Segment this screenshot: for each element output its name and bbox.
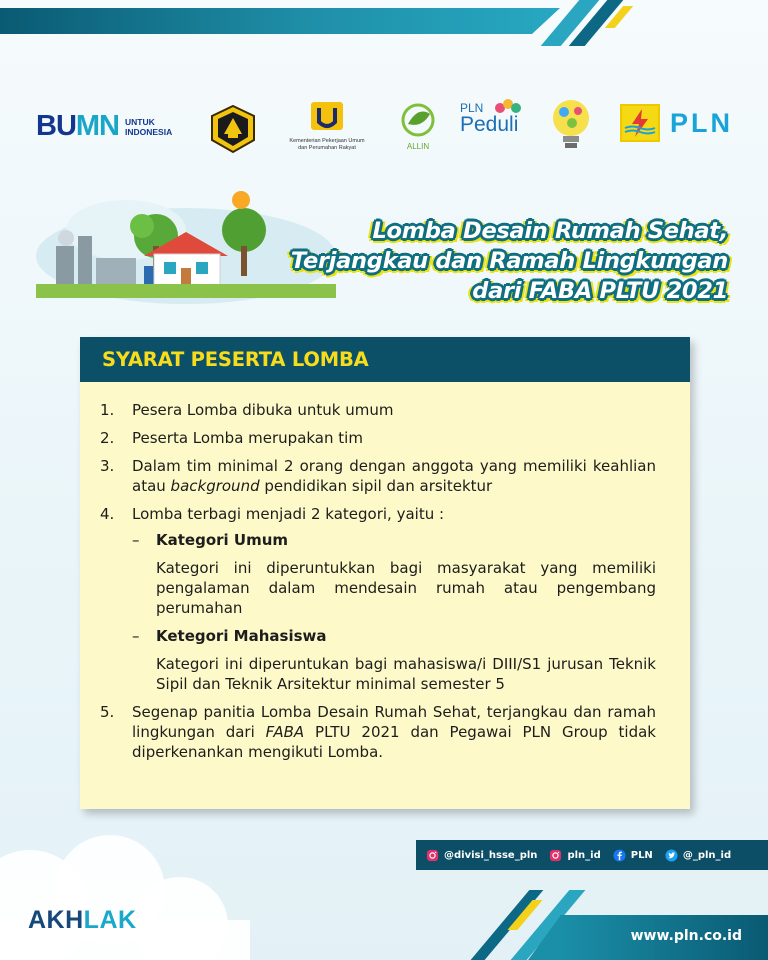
top-decorative-band — [0, 8, 560, 34]
instagram-icon — [549, 849, 562, 862]
esdm-emblem-logo — [208, 104, 258, 158]
bumn-logo-subtitle: UNTUK INDONESIA — [125, 116, 173, 137]
category-general-description: Kategori ini diperuntukkan bagi masyarakat yang memiliki pengalaman dalam mendesain rumah atau pengembang perumahan — [156, 559, 656, 617]
pln-lightning-icon — [620, 104, 660, 142]
category-general-title: Kategori Umum — [156, 531, 289, 549]
hero-title-line-3: dari FABA PLTU 2021 — [472, 278, 728, 304]
requirement-item-3: 3. Dalam tim minimal 2 orang dengan anggota yang memiliki keahlian atau background pendidikan sipil dan arsitektur — [100, 457, 656, 495]
requirements-list — [80, 382, 690, 762]
requirement-item-1: 1. Pesera Lomba dibuka untuk umum — [100, 401, 394, 419]
instagram-icon — [426, 849, 439, 862]
allin-logo-label: ALLIN — [406, 142, 430, 151]
pupr-ministry-logo: Kementerian Pekerjaan Umum dan Perumahan Rakyat — [280, 100, 374, 152]
allin-logo — [396, 102, 440, 151]
pln-logo-text: PLN — [670, 107, 733, 138]
twitter-icon — [665, 849, 678, 862]
bumn-logo: BUMN UNTUK INDONESIA — [36, 110, 173, 142]
requirement-item-2: 2. Peserta Lomba merupakan tim — [100, 429, 363, 447]
pln-peduli-logo: PLN Peduli — [460, 102, 530, 136]
akhlak-logo: AKHLAK — [28, 906, 137, 934]
card-title: SYARAT PESERTA LOMBA — [102, 348, 369, 371]
requirement-item-5: 5. Segenap panitia Lomba Desain Rumah Sehat, terjangkau dan ramah lingkungan dari FABA PLTU 2021 dan Pegawai PLN Group tidak diperkenankan mengikuti Lomba. — [100, 703, 656, 761]
lightbulb-icon — [548, 96, 594, 160]
social-item-instagram-pln[interactable]: pln_id — [549, 849, 600, 862]
partner-logos-row — [30, 98, 740, 162]
requirement-item-4: 4. Lomba terbagi menjadi 2 kategori, yaitu : – Kategori Umum Kategori ini diperuntukkan bagi masyarakat yang memiliki pengalaman dalam mendesain rumah atau pengembang perumahan – Ketegori Mahasiswa Kategori ini diperuntukan bagi mahasiswa/i DIII/S1 jurusan Teknik Sipil dan Teknik Arsitektur minimal semester 5 — [100, 505, 656, 693]
pln-logo — [620, 104, 733, 142]
website-link[interactable]: www.pln.co.id — [630, 928, 742, 944]
social-item-instagram-hsse[interactable]: @divisi_hsse_pln — [426, 849, 537, 862]
category-student-title: Ketegori Mahasiswa — [156, 627, 327, 645]
cloud-decoration — [0, 820, 250, 960]
social-item-facebook[interactable]: PLN — [613, 849, 653, 862]
category-general: – Kategori Umum — [132, 531, 289, 549]
category-student-description: Kategori ini diperuntukan bagi mahasiswa/i DIII/S1 jurusan Teknik Sipil dan Teknik Arsitektur minimal semester 5 — [156, 655, 656, 693]
category-student: – Ketegori Mahasiswa — [132, 627, 327, 645]
hero-title-line-2: Terjangkau dan Ramah Lingkungan — [290, 248, 728, 274]
requirements-card — [80, 337, 690, 809]
facebook-icon — [613, 849, 626, 862]
social-media-bar — [416, 840, 768, 870]
card-header — [80, 337, 690, 382]
hero-title-line-1: Lomba Desain Rumah Sehat, — [372, 218, 728, 244]
social-item-twitter[interactable]: @_pln_id — [665, 849, 731, 862]
hero-title — [248, 216, 728, 306]
